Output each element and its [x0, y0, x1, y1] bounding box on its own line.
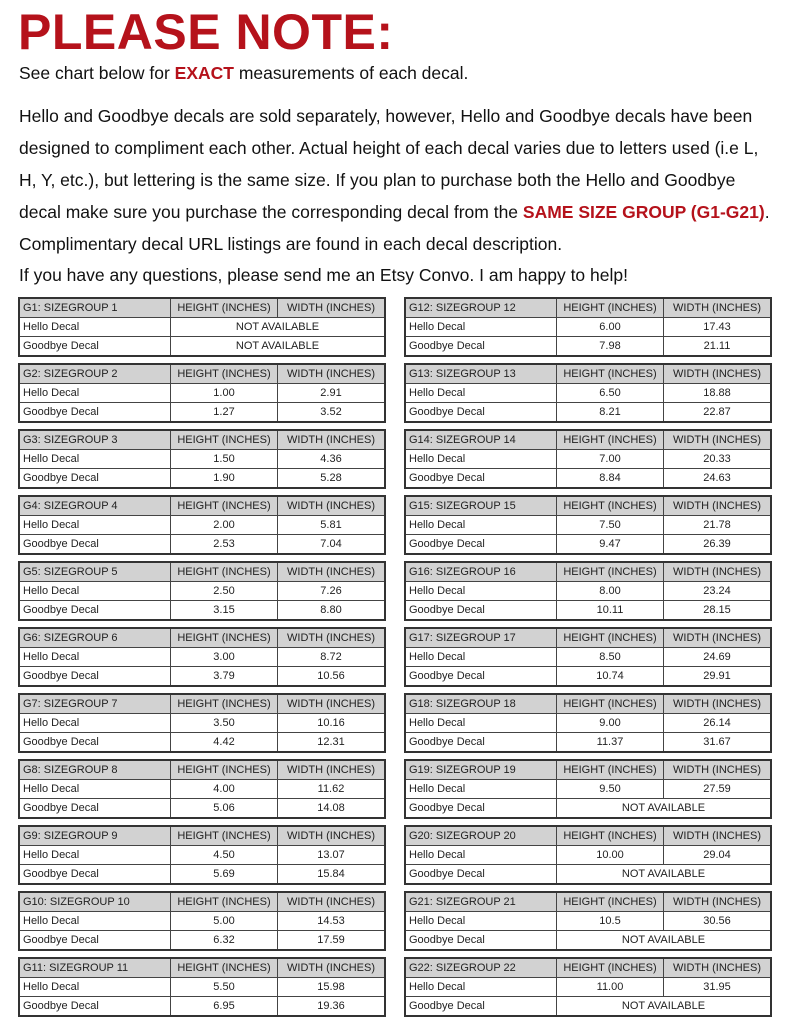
decal-label: Hello Decal: [20, 648, 171, 666]
width-value: 15.84: [317, 868, 345, 880]
size-group-table: [404, 759, 772, 819]
hello-decal-row: [406, 779, 770, 798]
width-value: 23.24: [703, 585, 731, 597]
width-value: 17.43: [703, 321, 731, 333]
size-group-header: [20, 299, 384, 317]
decal-label: Hello Decal: [406, 318, 557, 336]
height-value: 4.42: [171, 733, 278, 751]
height-column-header: HEIGHT (INCHES): [557, 431, 664, 449]
goodbye-decal-row: [406, 336, 770, 355]
size-group-name: G13: SIZEGROUP 13: [406, 365, 557, 383]
size-group-header: [20, 893, 384, 911]
height-column-header: HEIGHT (INCHES): [557, 959, 664, 977]
hello-decal-row: [20, 911, 384, 930]
decal-label: Goodbye Decal: [20, 931, 171, 949]
intro-highlight: EXACT: [174, 63, 234, 83]
width-column-header: WIDTH (INCHES): [287, 962, 375, 974]
width-column-header: WIDTH (INCHES): [673, 368, 761, 380]
not-available-label: NOT AVAILABLE: [235, 340, 320, 352]
size-group-name: G17: SIZEGROUP 17: [406, 629, 557, 647]
size-group-header: [20, 563, 384, 581]
size-group-name: G7: SIZEGROUP 7: [20, 695, 171, 713]
decal-label: Hello Decal: [406, 582, 557, 600]
size-group-header: [406, 629, 770, 647]
not-available-label: NOT AVAILABLE: [621, 934, 706, 946]
size-group-table: [18, 561, 386, 621]
height-value: 5.00: [171, 912, 278, 930]
width-value: 10.16: [317, 717, 345, 729]
width-column-header: WIDTH (INCHES): [287, 434, 375, 446]
not-available-label: NOT AVAILABLE: [235, 321, 320, 333]
description-text: Hello and Goodbye decals are sold separately, however, Hello and Goodbye decals have been designed to compliment each other. Actual height of each decal varies due to letters used (i.e L, H, Y, etc.), but lettering is the same size. If you plan to purchase both the Hello and Goodbye decal make sure you purchase the corresponding decal from the: [19, 106, 759, 222]
decal-label: Goodbye Decal: [406, 469, 557, 487]
width-column-header: WIDTH (INCHES): [673, 500, 761, 512]
size-group-header: [406, 695, 770, 713]
size-group-name: G9: SIZEGROUP 9: [20, 827, 171, 845]
hello-decal-row: [20, 713, 384, 732]
height-column-header: HEIGHT (INCHES): [171, 629, 278, 647]
hello-decal-row: [406, 317, 770, 336]
size-group-name: G4: SIZEGROUP 4: [20, 497, 171, 515]
width-column-header: WIDTH (INCHES): [287, 896, 375, 908]
goodbye-decal-row: [20, 864, 384, 883]
goodbye-decal-row: [406, 600, 770, 619]
goodbye-decal-row: [20, 336, 384, 355]
decal-label: Goodbye Decal: [20, 997, 171, 1015]
width-value: 11.62: [317, 783, 345, 795]
width-value: 26.14: [703, 717, 731, 729]
hello-decal-row: [20, 317, 384, 336]
height-value: 8.21: [557, 403, 664, 421]
decal-label: Goodbye Decal: [20, 469, 171, 487]
size-group-table: [404, 363, 772, 423]
height-column-header: HEIGHT (INCHES): [171, 893, 278, 911]
size-group-table: [404, 891, 772, 951]
goodbye-decal-row: [20, 930, 384, 949]
height-value: 3.50: [171, 714, 278, 732]
goodbye-decal-row: [20, 996, 384, 1015]
hello-decal-row: [20, 383, 384, 402]
size-group-header: [406, 893, 770, 911]
decal-label: Goodbye Decal: [406, 931, 557, 949]
height-column-header: HEIGHT (INCHES): [557, 629, 664, 647]
width-column-header: WIDTH (INCHES): [287, 302, 375, 314]
intro-text: See chart below for: [19, 63, 175, 83]
hello-decal-row: [20, 449, 384, 468]
decal-label: Goodbye Decal: [406, 337, 557, 355]
height-column-header: HEIGHT (INCHES): [557, 563, 664, 581]
height-column-header: HEIGHT (INCHES): [557, 497, 664, 515]
height-value: 7.00: [557, 450, 664, 468]
height-column-header: HEIGHT (INCHES): [557, 695, 664, 713]
size-group-table: [18, 627, 386, 687]
decal-label: Hello Decal: [406, 780, 557, 798]
height-value: 8.50: [557, 648, 664, 666]
height-value: 2.00: [171, 516, 278, 534]
decal-label: Goodbye Decal: [406, 535, 557, 553]
hello-decal-row: [406, 383, 770, 402]
width-value: 14.53: [317, 915, 345, 927]
height-value: 9.47: [557, 535, 664, 553]
width-column-header: WIDTH (INCHES): [287, 566, 375, 578]
width-value: 24.69: [703, 651, 731, 663]
decal-label: Goodbye Decal: [406, 799, 557, 817]
width-value: 7.04: [320, 538, 342, 550]
height-value: 10.00: [557, 846, 664, 864]
hello-decal-row: [20, 779, 384, 798]
hello-decal-row: [406, 449, 770, 468]
height-column-header: HEIGHT (INCHES): [171, 827, 278, 845]
size-group-table: [18, 891, 386, 951]
decal-label: Hello Decal: [406, 648, 557, 666]
size-group-header: [20, 431, 384, 449]
height-value: 4.00: [171, 780, 278, 798]
height-column-header: HEIGHT (INCHES): [557, 827, 664, 845]
size-group-table: [404, 561, 772, 621]
size-group-header: [20, 497, 384, 515]
hello-decal-row: [406, 515, 770, 534]
height-value: 9.50: [557, 780, 664, 798]
goodbye-decal-row: [20, 666, 384, 685]
width-column-header: WIDTH (INCHES): [287, 368, 375, 380]
height-value: 11.00: [557, 978, 664, 996]
goodbye-decal-row: [20, 600, 384, 619]
not-available-label: NOT AVAILABLE: [621, 868, 706, 880]
width-column-header: WIDTH (INCHES): [673, 302, 761, 314]
decal-label: Goodbye Decal: [406, 865, 557, 883]
decal-label: Hello Decal: [20, 978, 171, 996]
width-column-header: WIDTH (INCHES): [673, 566, 761, 578]
decal-label: Hello Decal: [406, 978, 557, 996]
height-column-header: HEIGHT (INCHES): [171, 959, 278, 977]
goodbye-decal-row: [406, 732, 770, 751]
size-group-header: [406, 959, 770, 977]
width-value: 21.11: [703, 340, 731, 352]
size-group-table: [404, 825, 772, 885]
height-value: 10.74: [557, 667, 664, 685]
decal-label: Goodbye Decal: [406, 403, 557, 421]
goodbye-decal-row: [406, 468, 770, 487]
not-available-label: NOT AVAILABLE: [621, 1000, 706, 1012]
height-value: 1.50: [171, 450, 278, 468]
size-group-name: G5: SIZEGROUP 5: [20, 563, 171, 581]
not-available-label: NOT AVAILABLE: [621, 802, 706, 814]
size-group-name: G10: SIZEGROUP 10: [20, 893, 171, 911]
width-value: 31.95: [703, 981, 731, 993]
width-value: 15.98: [317, 981, 345, 993]
decal-label: Goodbye Decal: [406, 601, 557, 619]
description-highlight: SAME SIZE GROUP (G1-G21): [522, 202, 765, 222]
hello-decal-row: [406, 581, 770, 600]
decal-label: Goodbye Decal: [406, 667, 557, 685]
size-group-header: [406, 431, 770, 449]
size-group-header: [406, 365, 770, 383]
width-value: 21.78: [703, 519, 731, 531]
height-column-header: HEIGHT (INCHES): [171, 497, 278, 515]
goodbye-decal-row: [406, 666, 770, 685]
size-group-name: G20: SIZEGROUP 20: [406, 827, 557, 845]
size-group-name: G1: SIZEGROUP 1: [20, 299, 171, 317]
height-value: 7.98: [557, 337, 664, 355]
decal-label: Goodbye Decal: [20, 799, 171, 817]
height-value: 6.00: [557, 318, 664, 336]
size-table-right-column: [404, 297, 772, 1023]
goodbye-decal-row: [406, 864, 770, 883]
height-value: 3.79: [171, 667, 278, 685]
goodbye-decal-row: [406, 996, 770, 1015]
height-column-header: HEIGHT (INCHES): [557, 299, 664, 317]
height-value: 3.00: [171, 648, 278, 666]
hello-decal-row: [20, 581, 384, 600]
hello-decal-row: [406, 713, 770, 732]
goodbye-decal-row: [20, 468, 384, 487]
width-column-header: WIDTH (INCHES): [673, 896, 761, 908]
height-value: 10.11: [557, 601, 664, 619]
size-group-header: [20, 959, 384, 977]
width-column-header: WIDTH (INCHES): [673, 830, 761, 842]
size-group-table: [18, 495, 386, 555]
height-value: 8.00: [557, 582, 664, 600]
size-group-table: [18, 693, 386, 753]
width-value: 10.56: [317, 670, 345, 682]
height-value: 5.69: [171, 865, 278, 883]
hello-decal-row: [20, 977, 384, 996]
size-group-name: G6: SIZEGROUP 6: [20, 629, 171, 647]
intro-line: [19, 62, 468, 84]
size-group-table: [18, 363, 386, 423]
hello-decal-row: [406, 647, 770, 666]
size-group-name: G14: SIZEGROUP 14: [406, 431, 557, 449]
width-value: 8.72: [320, 651, 342, 663]
width-value: 19.36: [317, 1000, 345, 1012]
height-value: 5.50: [171, 978, 278, 996]
decal-label: Goodbye Decal: [20, 601, 171, 619]
goodbye-decal-row: [20, 732, 384, 751]
decal-label: Hello Decal: [20, 912, 171, 930]
size-group-header: [406, 827, 770, 845]
width-value: 26.39: [703, 538, 731, 550]
width-value: 22.87: [703, 406, 731, 418]
height-value: 4.50: [171, 846, 278, 864]
height-column-header: HEIGHT (INCHES): [171, 695, 278, 713]
width-column-header: WIDTH (INCHES): [673, 632, 761, 644]
width-column-header: WIDTH (INCHES): [673, 962, 761, 974]
size-group-name: G18: SIZEGROUP 18: [406, 695, 557, 713]
height-column-header: HEIGHT (INCHES): [171, 299, 278, 317]
size-group-table: [18, 429, 386, 489]
width-value: 5.81: [320, 519, 342, 531]
size-group-header: [406, 563, 770, 581]
description-text-end: . Complimentary decal URL listings are found in each decal description.: [19, 202, 770, 254]
hello-decal-row: [406, 845, 770, 864]
size-group-header: [20, 761, 384, 779]
size-group-header: [20, 695, 384, 713]
decal-label: Goodbye Decal: [406, 997, 557, 1015]
description-paragraph: [19, 100, 779, 260]
contact-line: If you have any questions, please send me an Etsy Convo. I am happy to help!: [19, 265, 628, 285]
width-value: 5.28: [320, 472, 342, 484]
height-value: 6.95: [171, 997, 278, 1015]
size-group-table: [404, 297, 772, 357]
hello-decal-row: [406, 977, 770, 996]
height-value: 2.50: [171, 582, 278, 600]
goodbye-decal-row: [406, 534, 770, 553]
page-title: PLEASE NOTE:: [18, 4, 394, 60]
size-group-name: G19: SIZEGROUP 19: [406, 761, 557, 779]
size-group-name: G15: SIZEGROUP 15: [406, 497, 557, 515]
size-group-header: [406, 761, 770, 779]
size-group-table: [404, 627, 772, 687]
size-group-name: G2: SIZEGROUP 2: [20, 365, 171, 383]
intro-text-end: measurements of each decal.: [233, 63, 469, 83]
width-column-header: WIDTH (INCHES): [287, 764, 375, 776]
height-value: 11.37: [557, 733, 664, 751]
width-column-header: WIDTH (INCHES): [287, 632, 375, 644]
hello-decal-row: [20, 647, 384, 666]
height-value: 7.50: [557, 516, 664, 534]
width-column-header: WIDTH (INCHES): [287, 698, 375, 710]
height-column-header: HEIGHT (INCHES): [171, 431, 278, 449]
decal-label: Hello Decal: [20, 384, 171, 402]
goodbye-decal-row: [20, 534, 384, 553]
width-value: 12.31: [317, 736, 345, 748]
height-column-header: HEIGHT (INCHES): [557, 761, 664, 779]
size-group-name: G8: SIZEGROUP 8: [20, 761, 171, 779]
width-value: 28.15: [703, 604, 731, 616]
height-value: 8.84: [557, 469, 664, 487]
hello-decal-row: [20, 515, 384, 534]
size-group-name: G21: SIZEGROUP 21: [406, 893, 557, 911]
size-group-name: G12: SIZEGROUP 12: [406, 299, 557, 317]
hello-decal-row: [20, 845, 384, 864]
hello-decal-row: [406, 911, 770, 930]
size-table-left-column: [18, 297, 386, 1023]
size-group-table: [404, 495, 772, 555]
decal-label: Goodbye Decal: [20, 337, 171, 355]
decal-label: Goodbye Decal: [20, 667, 171, 685]
size-group-header: [20, 629, 384, 647]
size-group-table: [404, 429, 772, 489]
size-group-table: [404, 957, 772, 1017]
decal-label: Hello Decal: [406, 846, 557, 864]
decal-label: Hello Decal: [406, 516, 557, 534]
width-value: 18.88: [703, 387, 731, 399]
width-value: 20.33: [703, 453, 731, 465]
height-value: 1.27: [171, 403, 278, 421]
goodbye-decal-row: [406, 402, 770, 421]
decal-label: Hello Decal: [20, 714, 171, 732]
width-column-header: WIDTH (INCHES): [673, 434, 761, 446]
width-value: 2.91: [320, 387, 342, 399]
size-group-table: [18, 759, 386, 819]
height-value: 1.90: [171, 469, 278, 487]
width-value: 24.63: [703, 472, 731, 484]
height-value: 6.50: [557, 384, 664, 402]
height-column-header: HEIGHT (INCHES): [171, 365, 278, 383]
width-column-header: WIDTH (INCHES): [287, 830, 375, 842]
height-value: 3.15: [171, 601, 278, 619]
height-value: 1.00: [171, 384, 278, 402]
decal-label: Goodbye Decal: [406, 733, 557, 751]
goodbye-decal-row: [20, 798, 384, 817]
size-group-header: [406, 299, 770, 317]
decal-label: Goodbye Decal: [20, 403, 171, 421]
height-value: 6.32: [171, 931, 278, 949]
decal-label: Hello Decal: [20, 846, 171, 864]
size-group-header: [20, 827, 384, 845]
height-column-header: HEIGHT (INCHES): [171, 563, 278, 581]
width-value: 17.59: [317, 934, 345, 946]
height-column-header: HEIGHT (INCHES): [557, 893, 664, 911]
decal-label: Goodbye Decal: [20, 535, 171, 553]
goodbye-decal-row: [406, 930, 770, 949]
width-column-header: WIDTH (INCHES): [673, 698, 761, 710]
size-group-header: [406, 497, 770, 515]
height-value: 2.53: [171, 535, 278, 553]
decal-label: Hello Decal: [406, 714, 557, 732]
width-value: 29.04: [703, 849, 731, 861]
width-column-header: WIDTH (INCHES): [673, 764, 761, 776]
size-group-header: [20, 365, 384, 383]
decal-label: Hello Decal: [20, 582, 171, 600]
width-value: 30.56: [703, 915, 731, 927]
decal-label: Hello Decal: [406, 450, 557, 468]
decal-label: Goodbye Decal: [20, 733, 171, 751]
size-group-name: G3: SIZEGROUP 3: [20, 431, 171, 449]
size-group-table: [18, 297, 386, 357]
decal-label: Hello Decal: [406, 384, 557, 402]
size-group-name: G16: SIZEGROUP 16: [406, 563, 557, 581]
decal-label: Goodbye Decal: [20, 865, 171, 883]
width-value: 4.36: [320, 453, 342, 465]
height-column-header: HEIGHT (INCHES): [171, 761, 278, 779]
goodbye-decal-row: [406, 798, 770, 817]
decal-label: Hello Decal: [20, 780, 171, 798]
decal-label: Hello Decal: [406, 912, 557, 930]
width-value: 7.26: [320, 585, 342, 597]
width-value: 31.67: [703, 736, 731, 748]
width-value: 29.91: [703, 670, 731, 682]
width-value: 3.52: [320, 406, 342, 418]
size-group-name: G22: SIZEGROUP 22: [406, 959, 557, 977]
size-group-name: G11: SIZEGROUP 11: [20, 959, 171, 977]
size-group-table: [18, 957, 386, 1017]
width-value: 8.80: [320, 604, 342, 616]
width-value: 13.07: [317, 849, 345, 861]
size-group-table: [18, 825, 386, 885]
height-value: 5.06: [171, 799, 278, 817]
height-value: 10.5: [557, 912, 664, 930]
decal-label: Hello Decal: [20, 450, 171, 468]
decal-label: Hello Decal: [20, 516, 171, 534]
decal-label: Hello Decal: [20, 318, 171, 336]
size-group-table: [404, 693, 772, 753]
height-value: 9.00: [557, 714, 664, 732]
height-column-header: HEIGHT (INCHES): [557, 365, 664, 383]
width-column-header: WIDTH (INCHES): [287, 500, 375, 512]
width-value: 27.59: [703, 783, 731, 795]
width-value: 14.08: [317, 802, 345, 814]
goodbye-decal-row: [20, 402, 384, 421]
